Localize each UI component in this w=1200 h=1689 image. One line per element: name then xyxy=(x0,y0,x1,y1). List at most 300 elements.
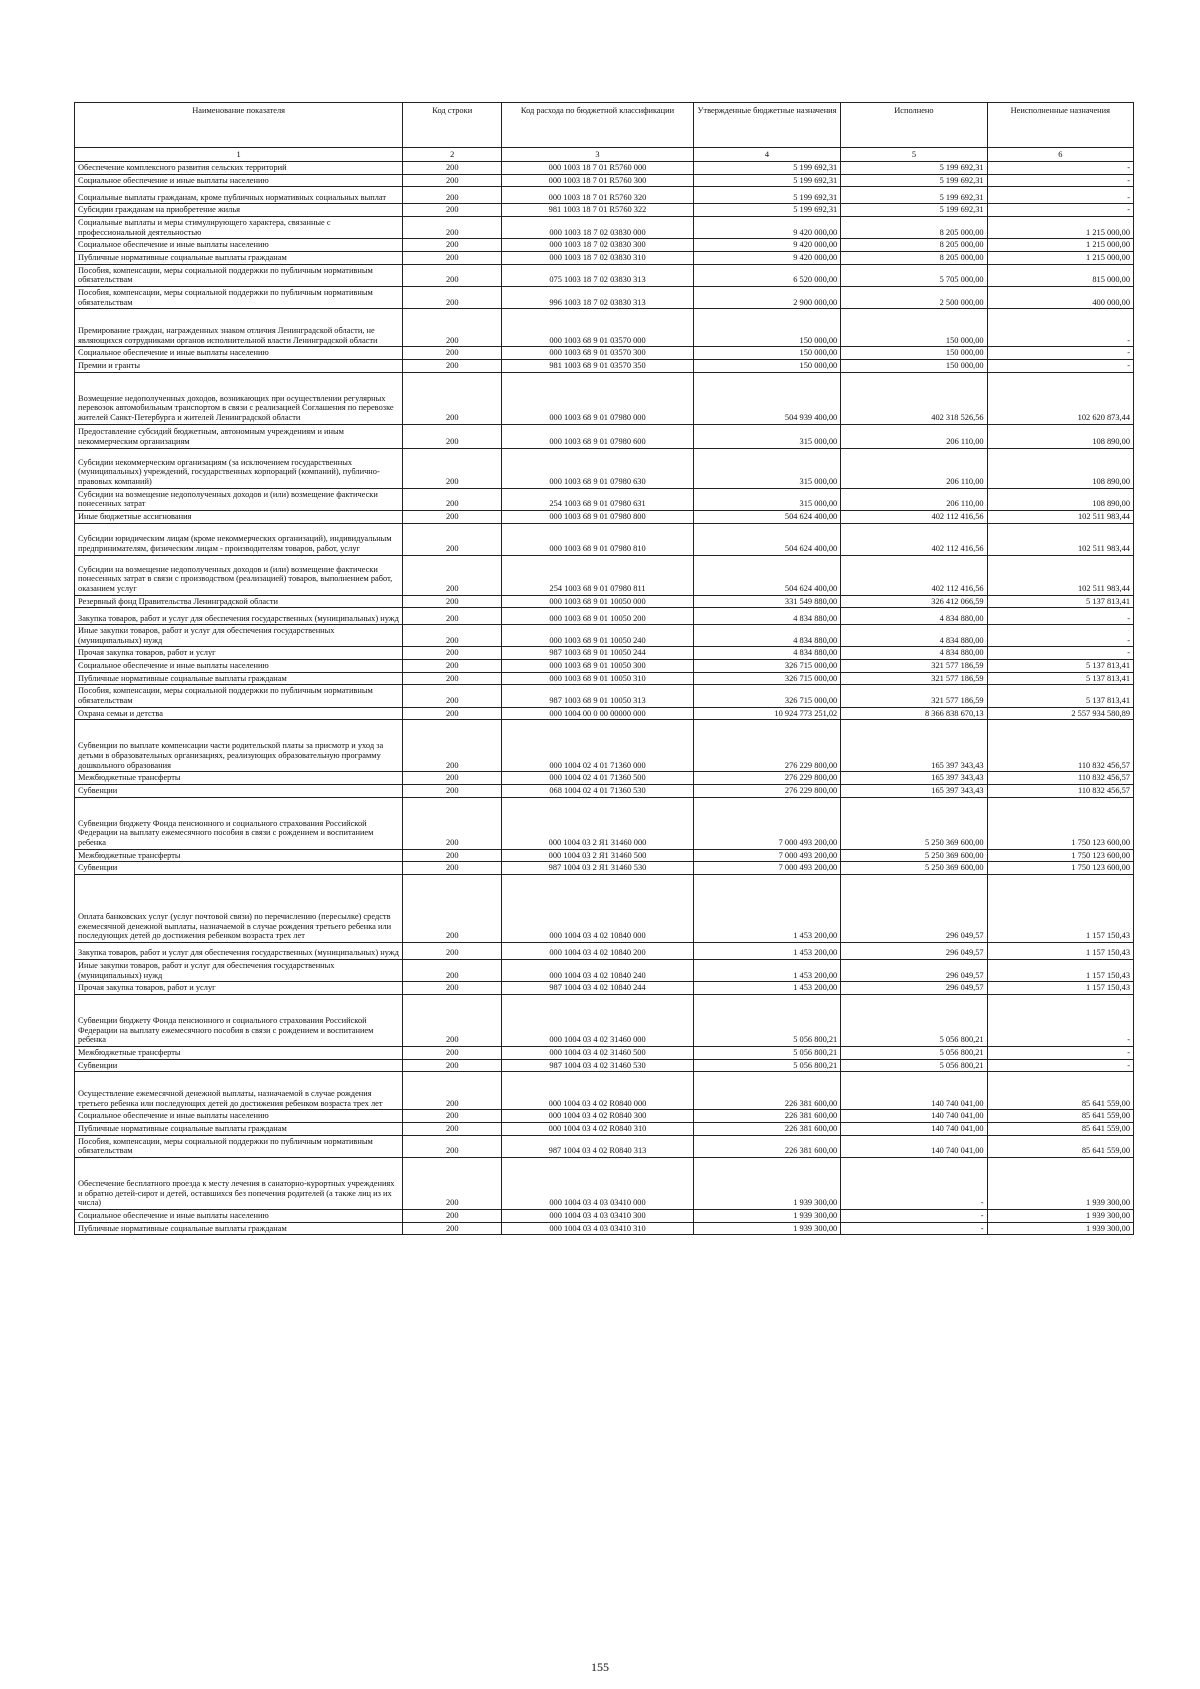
row-approved: 1 939 300,00 xyxy=(693,1209,840,1222)
row-unexecuted: 85 641 559,00 xyxy=(987,1110,1133,1123)
row-code: 200 xyxy=(403,1110,502,1123)
row-executed: 5 056 800,21 xyxy=(841,995,987,1047)
header-code: Код строки xyxy=(403,103,502,148)
table-row xyxy=(75,797,1134,849)
row-classification: 000 1003 68 9 01 10050 300 xyxy=(502,660,694,673)
row-executed: 150 000,00 xyxy=(841,347,987,360)
row-unexecuted: 102 511 983,44 xyxy=(987,555,1133,595)
row-executed: 206 110,00 xyxy=(841,488,987,510)
row-code: 200 xyxy=(403,1209,502,1222)
table-row xyxy=(75,251,1134,264)
row-executed: 5 056 800,21 xyxy=(841,1059,987,1072)
table-row xyxy=(75,660,1134,673)
row-name: Субсидии некоммерческим организациям (за исключением государственных (муниципальных) учреждений, государственных корпораций (компаний), публично-правовых компаний) xyxy=(75,448,403,488)
row-unexecuted: 1 157 150,43 xyxy=(987,943,1133,960)
row-executed: 296 049,57 xyxy=(841,875,987,943)
row-approved: 1 453 200,00 xyxy=(693,982,840,995)
row-unexecuted: 1 750 123 600,00 xyxy=(987,849,1133,862)
row-approved: 504 624 400,00 xyxy=(693,523,840,555)
row-unexecuted: 815 000,00 xyxy=(987,264,1133,286)
row-code: 200 xyxy=(403,849,502,862)
row-name: Пособия, компенсации, меры социальной поддержки по публичным нормативным обязательствам xyxy=(75,1135,403,1157)
row-code: 200 xyxy=(403,1222,502,1235)
row-code: 200 xyxy=(403,608,502,625)
row-name: Социальное обеспечение и иные выплаты населению xyxy=(75,660,403,673)
row-code: 200 xyxy=(403,264,502,286)
row-name: Обеспечение комплексного развития сельских территорий xyxy=(75,162,403,175)
row-classification: 000 1004 03 4 02 31460 500 xyxy=(502,1047,694,1060)
row-code: 200 xyxy=(403,347,502,360)
row-unexecuted: 110 832 456,57 xyxy=(987,772,1133,785)
row-classification: 000 1004 02 4 01 71360 500 xyxy=(502,772,694,785)
row-name: Социальные выплаты и меры стимулирующего характера, связанные с профессиональной деятельностью xyxy=(75,216,403,238)
row-name: Субвенции xyxy=(75,785,403,798)
row-name: Субвенции по выплате компенсации части родительской платы за присмотр и уход за детьми в образовательных организациях, реализующих образовательную программу дошкольного образования xyxy=(75,720,403,772)
row-name: Субсидии гражданам на приобретение жилья xyxy=(75,204,403,217)
row-classification: 000 1003 68 9 01 03570 000 xyxy=(502,309,694,347)
row-unexecuted: 1 215 000,00 xyxy=(987,251,1133,264)
row-name: Обеспечение бесплатного проезда к месту лечения в санаторно-курортных учреждениях и обратно детей-сирот и детей, оставшихся без попечения родителей (а также лиц из их числа) xyxy=(75,1157,403,1209)
column-number: 6 xyxy=(987,148,1133,162)
row-name: Прочая закупка товаров, работ и услуг xyxy=(75,982,403,995)
row-classification: 981 1003 18 7 01 R5760 322 xyxy=(502,204,694,217)
row-name: Социальное обеспечение и иные выплаты населению xyxy=(75,1209,403,1222)
row-executed: 206 110,00 xyxy=(841,424,987,448)
row-code: 200 xyxy=(403,359,502,372)
row-executed: 165 397 343,43 xyxy=(841,785,987,798)
row-unexecuted: - xyxy=(987,1059,1133,1072)
row-unexecuted: - xyxy=(987,309,1133,347)
row-name: Субвенции xyxy=(75,862,403,875)
row-code: 200 xyxy=(403,555,502,595)
table-row xyxy=(75,1059,1134,1072)
row-name: Публичные нормативные социальные выплаты гражданам xyxy=(75,1122,403,1135)
row-unexecuted: - xyxy=(987,174,1133,187)
column-number: 5 xyxy=(841,148,987,162)
row-classification: 000 1003 18 7 02 03830 310 xyxy=(502,251,694,264)
table-row xyxy=(75,862,1134,875)
row-unexecuted: 400 000,00 xyxy=(987,286,1133,308)
table-row xyxy=(75,309,1134,347)
row-unexecuted: 110 832 456,57 xyxy=(987,720,1133,772)
row-unexecuted: 5 137 813,41 xyxy=(987,672,1133,685)
row-name: Премирование граждан, награжденных знаком отличия Ленинградской области, не являющихся сотрудниками органов исполнительной власти Ленинградской области xyxy=(75,309,403,347)
row-approved: 1 939 300,00 xyxy=(693,1157,840,1209)
table-row xyxy=(75,216,1134,238)
row-approved: 276 229 800,00 xyxy=(693,772,840,785)
row-approved: 4 834 880,00 xyxy=(693,647,840,660)
row-name: Премии и гранты xyxy=(75,359,403,372)
row-executed: 296 049,57 xyxy=(841,982,987,995)
row-name: Межбюджетные трансферты xyxy=(75,1047,403,1060)
row-executed: 402 318 526,56 xyxy=(841,372,987,424)
row-executed: 321 577 186,59 xyxy=(841,660,987,673)
row-executed: 5 705 000,00 xyxy=(841,264,987,286)
row-approved: 276 229 800,00 xyxy=(693,785,840,798)
row-unexecuted: - xyxy=(987,359,1133,372)
row-approved: 5 199 692,31 xyxy=(693,162,840,175)
row-unexecuted: 1 157 150,43 xyxy=(987,875,1133,943)
table-row xyxy=(75,488,1134,510)
row-classification: 000 1004 03 4 02 R0840 310 xyxy=(502,1122,694,1135)
row-executed: 5 250 369 600,00 xyxy=(841,849,987,862)
row-name: Пособия, компенсации, меры социальной поддержки по публичным нормативным обязательствам xyxy=(75,685,403,707)
table-row xyxy=(75,982,1134,995)
row-executed: 5 199 692,31 xyxy=(841,162,987,175)
table-row xyxy=(75,174,1134,187)
row-name: Субсидии на возмещение недополученных доходов и (или) возмещение фактически понесенных затрат xyxy=(75,488,403,510)
row-approved: 315 000,00 xyxy=(693,488,840,510)
row-code: 200 xyxy=(403,251,502,264)
row-code: 200 xyxy=(403,1047,502,1060)
row-executed: 4 834 880,00 xyxy=(841,608,987,625)
row-code: 200 xyxy=(403,672,502,685)
row-executed: 402 112 416,56 xyxy=(841,510,987,523)
row-executed: 206 110,00 xyxy=(841,448,987,488)
row-code: 200 xyxy=(403,660,502,673)
row-classification: 000 1003 68 9 01 07980 600 xyxy=(502,424,694,448)
row-code: 200 xyxy=(403,772,502,785)
row-code: 200 xyxy=(403,960,502,982)
row-approved: 5 056 800,21 xyxy=(693,995,840,1047)
row-unexecuted: 1 750 123 600,00 xyxy=(987,862,1133,875)
row-code: 200 xyxy=(403,286,502,308)
row-unexecuted: - xyxy=(987,995,1133,1047)
row-classification: 996 1003 18 7 02 03830 313 xyxy=(502,286,694,308)
row-executed: 5 250 369 600,00 xyxy=(841,797,987,849)
row-code: 200 xyxy=(403,943,502,960)
row-unexecuted: 5 137 813,41 xyxy=(987,660,1133,673)
row-approved: 226 381 600,00 xyxy=(693,1072,840,1110)
row-classification: 000 1004 03 4 02 10840 240 xyxy=(502,960,694,982)
row-executed: - xyxy=(841,1157,987,1209)
table-row xyxy=(75,875,1134,943)
row-executed: 140 740 041,00 xyxy=(841,1110,987,1123)
row-executed: 165 397 343,43 xyxy=(841,720,987,772)
row-executed: 8 205 000,00 xyxy=(841,251,987,264)
row-unexecuted: 108 890,00 xyxy=(987,424,1133,448)
row-classification: 000 1003 68 9 01 07980 000 xyxy=(502,372,694,424)
table-row xyxy=(75,960,1134,982)
row-approved: 315 000,00 xyxy=(693,424,840,448)
row-classification: 987 1004 03 4 02 31460 530 xyxy=(502,1059,694,1072)
row-code: 200 xyxy=(403,707,502,720)
row-code: 200 xyxy=(403,510,502,523)
row-name: Пособия, компенсации, меры социальной поддержки по публичным нормативным обязательствам xyxy=(75,286,403,308)
table-row xyxy=(75,187,1134,204)
header-approved: Утвержденные бюджетные назначения xyxy=(693,103,840,148)
row-approved: 1 453 200,00 xyxy=(693,875,840,943)
row-code: 200 xyxy=(403,204,502,217)
row-name: Пособия, компенсации, меры социальной поддержки по публичным нормативным обязательствам xyxy=(75,264,403,286)
table-row xyxy=(75,1072,1134,1110)
row-classification: 000 1004 03 4 02 10840 000 xyxy=(502,875,694,943)
table-row xyxy=(75,1110,1134,1123)
row-name: Осуществление ежемесячной денежной выплаты, назначаемой в случае рождения третьего ребенка или последующих детей до достижения ребенком возраста трех лет xyxy=(75,1072,403,1110)
row-classification: 987 1003 68 9 01 10050 313 xyxy=(502,685,694,707)
table-row xyxy=(75,772,1134,785)
row-classification: 000 1004 03 4 02 31460 000 xyxy=(502,995,694,1047)
row-name: Оплата банковских услуг (услуг почтовой связи) по перечислению (пересылке) средств ежемесячной денежной выплаты, назначаемой в случае рождения третьего ребенка или последующих детей до достижения ребенком возраста трех лет xyxy=(75,875,403,943)
table-row xyxy=(75,995,1134,1047)
row-code: 200 xyxy=(403,372,502,424)
row-unexecuted: 1 939 300,00 xyxy=(987,1209,1133,1222)
row-name: Субвенции бюджету Фонда пенсионного и социального страхования Российской Федерации на выплату ежемесячного пособия в связи с рождением и воспитанием ребенка xyxy=(75,797,403,849)
row-classification: 987 1003 68 9 01 10050 244 xyxy=(502,647,694,660)
table-row xyxy=(75,685,1134,707)
row-classification: 987 1004 03 4 02 R0840 313 xyxy=(502,1135,694,1157)
column-number-row xyxy=(75,148,1134,162)
table-row xyxy=(75,625,1134,647)
row-executed: 140 740 041,00 xyxy=(841,1135,987,1157)
row-code: 200 xyxy=(403,309,502,347)
row-classification: 000 1004 02 4 01 71360 000 xyxy=(502,720,694,772)
row-executed: 5 199 692,31 xyxy=(841,174,987,187)
row-code: 200 xyxy=(403,1059,502,1072)
table-row xyxy=(75,510,1134,523)
row-name: Возмещение недополученных доходов, возникающих при осуществлении регулярных перевозок автомобильным транспортом в связи с реализацией Соглашения по перевозке жителей Санкт-Петербурга и жителей Ленинградской области xyxy=(75,372,403,424)
budget-execution-table xyxy=(74,102,1134,1235)
column-number: 1 xyxy=(75,148,403,162)
row-classification: 000 1003 68 9 01 10050 200 xyxy=(502,608,694,625)
row-unexecuted: 85 641 559,00 xyxy=(987,1122,1133,1135)
row-approved: 9 420 000,00 xyxy=(693,239,840,252)
row-unexecuted: 1 750 123 600,00 xyxy=(987,797,1133,849)
row-code: 200 xyxy=(403,216,502,238)
row-name: Иные бюджетные ассигнования xyxy=(75,510,403,523)
header-name: Наименование показателя xyxy=(75,103,403,148)
row-code: 200 xyxy=(403,595,502,608)
table-row xyxy=(75,347,1134,360)
row-classification: 000 1003 18 7 01 R5760 000 xyxy=(502,162,694,175)
table-row xyxy=(75,523,1134,555)
row-name: Межбюджетные трансферты xyxy=(75,772,403,785)
row-classification: 000 1004 03 4 03 03410 300 xyxy=(502,1209,694,1222)
row-executed: 5 250 369 600,00 xyxy=(841,862,987,875)
row-approved: 5 199 692,31 xyxy=(693,187,840,204)
table-row xyxy=(75,785,1134,798)
row-unexecuted: 110 832 456,57 xyxy=(987,785,1133,798)
row-code: 200 xyxy=(403,875,502,943)
table-row xyxy=(75,1135,1134,1157)
row-unexecuted: - xyxy=(987,647,1133,660)
row-name: Субсидии на возмещение недополученных доходов и (или) возмещение фактически понесенных затрат в связи с производством (реализацией) товаров, выполнением работ, оказанием услуг xyxy=(75,555,403,595)
row-name: Иные закупки товаров, работ и услуг для обеспечения государственных (муниципальных) нужд xyxy=(75,625,403,647)
row-classification: 987 1004 03 4 02 10840 244 xyxy=(502,982,694,995)
row-classification: 000 1004 03 4 02 R0840 000 xyxy=(502,1072,694,1110)
row-code: 200 xyxy=(403,1157,502,1209)
table-row xyxy=(75,849,1134,862)
row-code: 200 xyxy=(403,1072,502,1110)
row-classification: 000 1003 68 9 01 10050 000 xyxy=(502,595,694,608)
row-classification: 987 1004 03 2 Я1 31460 530 xyxy=(502,862,694,875)
row-name: Межбюджетные трансферты xyxy=(75,849,403,862)
row-executed: 402 112 416,56 xyxy=(841,523,987,555)
row-executed: 4 834 880,00 xyxy=(841,625,987,647)
row-approved: 326 715 000,00 xyxy=(693,685,840,707)
row-name: Субвенции xyxy=(75,1059,403,1072)
table-row xyxy=(75,264,1134,286)
row-code: 200 xyxy=(403,488,502,510)
row-classification: 000 1003 18 7 01 R5760 300 xyxy=(502,174,694,187)
row-name: Резервный фонд Правительства Ленинградской области xyxy=(75,595,403,608)
row-approved: 150 000,00 xyxy=(693,347,840,360)
row-executed: 321 577 186,59 xyxy=(841,672,987,685)
row-approved: 315 000,00 xyxy=(693,448,840,488)
table-row xyxy=(75,1157,1134,1209)
row-classification: 000 1003 18 7 02 03830 000 xyxy=(502,216,694,238)
row-name: Предоставление субсидий бюджетным, автономным учреждениям и иным некоммерческим организациям xyxy=(75,424,403,448)
row-approved: 504 939 400,00 xyxy=(693,372,840,424)
row-classification: 981 1003 68 9 01 03570 350 xyxy=(502,359,694,372)
table-row xyxy=(75,1209,1134,1222)
row-code: 200 xyxy=(403,982,502,995)
row-code: 200 xyxy=(403,785,502,798)
row-executed: 5 199 692,31 xyxy=(841,187,987,204)
row-classification: 000 1004 00 0 00 00000 000 xyxy=(502,707,694,720)
row-approved: 276 229 800,00 xyxy=(693,720,840,772)
row-code: 200 xyxy=(403,239,502,252)
row-classification: 000 1004 03 2 Я1 31460 000 xyxy=(502,797,694,849)
row-name: Субвенции бюджету Фонда пенсионного и социального страхования Российской Федерации на выплату ежемесячного пособия в связи с рождением и воспитанием ребенка xyxy=(75,995,403,1047)
row-classification: 075 1003 18 7 02 03830 313 xyxy=(502,264,694,286)
row-unexecuted: 85 641 559,00 xyxy=(987,1072,1133,1110)
row-approved: 4 834 880,00 xyxy=(693,625,840,647)
row-approved: 326 715 000,00 xyxy=(693,672,840,685)
row-unexecuted: 2 557 934 580,89 xyxy=(987,707,1133,720)
row-code: 200 xyxy=(403,174,502,187)
row-code: 200 xyxy=(403,1122,502,1135)
row-approved: 7 000 493 200,00 xyxy=(693,862,840,875)
header-unexecuted: Неисполненные назначения xyxy=(987,103,1133,148)
row-code: 200 xyxy=(403,797,502,849)
row-approved: 9 420 000,00 xyxy=(693,251,840,264)
row-name: Социальное обеспечение и иные выплаты населению xyxy=(75,174,403,187)
row-name: Закупка товаров, работ и услуг для обеспечения государственных (муниципальных) нужд xyxy=(75,943,403,960)
table-row xyxy=(75,448,1134,488)
row-approved: 2 900 000,00 xyxy=(693,286,840,308)
row-approved: 5 056 800,21 xyxy=(693,1047,840,1060)
row-name: Прочая закупка товаров, работ и услуг xyxy=(75,647,403,660)
row-unexecuted: 108 890,00 xyxy=(987,448,1133,488)
column-number: 4 xyxy=(693,148,840,162)
row-code: 200 xyxy=(403,162,502,175)
row-approved: 5 056 800,21 xyxy=(693,1059,840,1072)
row-approved: 7 000 493 200,00 xyxy=(693,849,840,862)
row-code: 200 xyxy=(403,995,502,1047)
row-name: Социальное обеспечение и иные выплаты населению xyxy=(75,239,403,252)
row-unexecuted: 1 215 000,00 xyxy=(987,239,1133,252)
table-row xyxy=(75,372,1134,424)
header-classification: Код расхода по бюджетной классификации xyxy=(502,103,694,148)
row-executed: 8 205 000,00 xyxy=(841,216,987,238)
table-row xyxy=(75,672,1134,685)
row-classification: 000 1003 68 9 01 10050 310 xyxy=(502,672,694,685)
row-approved: 9 420 000,00 xyxy=(693,216,840,238)
row-executed: 165 397 343,43 xyxy=(841,772,987,785)
row-code: 200 xyxy=(403,523,502,555)
row-classification: 000 1003 68 9 01 10050 240 xyxy=(502,625,694,647)
table-row xyxy=(75,424,1134,448)
row-unexecuted: - xyxy=(987,608,1133,625)
row-executed: 5 056 800,21 xyxy=(841,1047,987,1060)
row-approved: 7 000 493 200,00 xyxy=(693,797,840,849)
row-classification: 254 1003 68 9 01 07980 811 xyxy=(502,555,694,595)
row-approved: 5 199 692,31 xyxy=(693,174,840,187)
row-code: 200 xyxy=(403,862,502,875)
row-code: 200 xyxy=(403,448,502,488)
row-code: 200 xyxy=(403,647,502,660)
row-approved: 331 549 880,00 xyxy=(693,595,840,608)
row-name: Субсидии юридическим лицам (кроме некоммерческих организаций), индивидуальным предпринимателям, физическим лицам - производителям товаров, работ, услуг xyxy=(75,523,403,555)
row-unexecuted: 1 157 150,43 xyxy=(987,960,1133,982)
row-unexecuted: 1 939 300,00 xyxy=(987,1222,1133,1235)
table-row xyxy=(75,943,1134,960)
row-executed: - xyxy=(841,1222,987,1235)
row-unexecuted: 108 890,00 xyxy=(987,488,1133,510)
table-row xyxy=(75,707,1134,720)
row-code: 200 xyxy=(403,720,502,772)
row-name: Публичные нормативные социальные выплаты гражданам xyxy=(75,1222,403,1235)
page-number: 155 xyxy=(591,1660,609,1674)
row-executed: 150 000,00 xyxy=(841,359,987,372)
row-executed: 402 112 416,56 xyxy=(841,555,987,595)
column-number: 2 xyxy=(403,148,502,162)
table-row xyxy=(75,608,1134,625)
row-executed: 8 205 000,00 xyxy=(841,239,987,252)
row-classification: 000 1004 03 4 03 03410 000 xyxy=(502,1157,694,1209)
row-unexecuted: - xyxy=(987,187,1133,204)
table-row xyxy=(75,162,1134,175)
row-unexecuted: 5 137 813,41 xyxy=(987,595,1133,608)
row-classification: 254 1003 68 9 01 07980 631 xyxy=(502,488,694,510)
row-executed: 326 412 066,59 xyxy=(841,595,987,608)
row-code: 200 xyxy=(403,1135,502,1157)
table-row xyxy=(75,1122,1134,1135)
row-executed: 140 740 041,00 xyxy=(841,1072,987,1110)
row-unexecuted: 102 511 983,44 xyxy=(987,523,1133,555)
column-number: 3 xyxy=(502,148,694,162)
row-classification: 000 1003 68 9 01 07980 810 xyxy=(502,523,694,555)
row-classification: 000 1004 03 4 03 03410 310 xyxy=(502,1222,694,1235)
row-name: Публичные нормативные социальные выплаты гражданам xyxy=(75,672,403,685)
row-approved: 1 939 300,00 xyxy=(693,1222,840,1235)
row-approved: 504 624 400,00 xyxy=(693,555,840,595)
table-row xyxy=(75,239,1134,252)
row-code: 200 xyxy=(403,685,502,707)
header-row xyxy=(75,103,1134,148)
row-approved: 150 000,00 xyxy=(693,309,840,347)
row-code: 200 xyxy=(403,424,502,448)
row-executed: 8 366 838 670,13 xyxy=(841,707,987,720)
row-executed: 321 577 186,59 xyxy=(841,685,987,707)
row-unexecuted: 1 157 150,43 xyxy=(987,982,1133,995)
header-executed: Исполнено xyxy=(841,103,987,148)
row-approved: 504 624 400,00 xyxy=(693,510,840,523)
table-body xyxy=(75,162,1134,1235)
row-executed: 296 049,57 xyxy=(841,943,987,960)
row-approved: 326 715 000,00 xyxy=(693,660,840,673)
row-approved: 10 924 773 251,02 xyxy=(693,707,840,720)
row-approved: 1 453 200,00 xyxy=(693,960,840,982)
table-row xyxy=(75,1222,1134,1235)
row-approved: 4 834 880,00 xyxy=(693,608,840,625)
row-classification: 000 1003 18 7 01 R5760 320 xyxy=(502,187,694,204)
row-executed: 150 000,00 xyxy=(841,309,987,347)
table-row xyxy=(75,359,1134,372)
table-row xyxy=(75,595,1134,608)
row-approved: 5 199 692,31 xyxy=(693,204,840,217)
